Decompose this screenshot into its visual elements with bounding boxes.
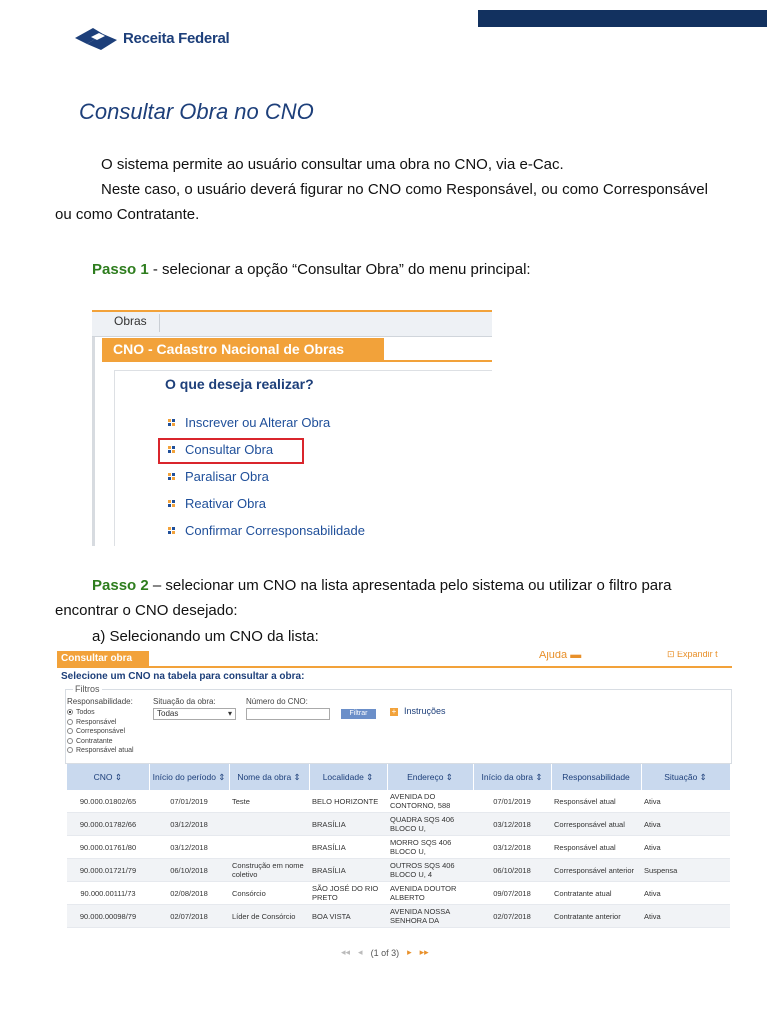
passo-2-line2: encontrar o CNO desejado: bbox=[55, 602, 238, 619]
cell-inicio-periodo: 02/07/2018 bbox=[149, 905, 229, 928]
obras-table bbox=[67, 764, 731, 928]
col-header-nome-obra[interactable]: Nome da obra ⇕ bbox=[229, 764, 309, 790]
cell-inicio-obra: 03/12/2018 bbox=[473, 836, 551, 859]
instrucoes-label: Instruções bbox=[404, 706, 446, 716]
chevron-down-icon: ▾ bbox=[227, 709, 232, 718]
bullet-icon bbox=[168, 473, 175, 480]
col-header-inicio-obra[interactable]: Início da obra ⇕ bbox=[473, 764, 551, 790]
cell-localidade: BRASÍLIA bbox=[309, 813, 387, 836]
radio-label: Contratante bbox=[76, 737, 113, 745]
passo-1-label: Passo 1 bbox=[92, 261, 149, 278]
cell-nome: Líder de Consórcio bbox=[229, 905, 309, 928]
cell-responsabilidade: Responsável atual bbox=[551, 790, 641, 813]
table-header-row bbox=[67, 764, 730, 790]
menu-item-inscrever[interactable] bbox=[168, 415, 330, 430]
cell-situacao: Ativa bbox=[641, 882, 730, 905]
cell-localidade: BELO HORIZONTE bbox=[309, 790, 387, 813]
cell-cno[interactable]: 90.000.00098/79 bbox=[67, 905, 149, 928]
col-header-inicio-periodo[interactable]: Início do período ⇕ bbox=[149, 764, 229, 790]
radio-todos[interactable] bbox=[67, 708, 134, 718]
col-header-situacao[interactable]: Situação ⇕ bbox=[641, 764, 730, 790]
question-heading: O que deseja realizar? bbox=[165, 376, 314, 392]
cell-inicio-obra: 02/07/2018 bbox=[473, 905, 551, 928]
cell-responsabilidade: Contratante anterior bbox=[551, 905, 641, 928]
cell-cno[interactable]: 90.000.01802/65 bbox=[67, 790, 149, 813]
numero-cno-input[interactable] bbox=[246, 708, 330, 720]
menu-item-label: Reativar Obra bbox=[185, 496, 266, 511]
consultar-obra-tab: Consultar obra bbox=[57, 651, 149, 666]
cell-inicio-periodo: 07/01/2019 bbox=[149, 790, 229, 813]
chat-icon: ▬ bbox=[570, 651, 582, 661]
paragraph-intro: O sistema permite ao usuário consultar uma obra no CNO, via e-Cac. bbox=[101, 156, 564, 173]
menu-item-label: Inscrever ou Alterar Obra bbox=[185, 415, 331, 430]
help-link[interactable] bbox=[539, 651, 581, 661]
col-header-endereco[interactable]: Endereço ⇕ bbox=[387, 764, 473, 790]
bullet-icon bbox=[168, 419, 175, 426]
passo-2-label: Passo 2 bbox=[92, 577, 149, 594]
first-page-icon[interactable]: ◂◂ bbox=[341, 947, 351, 957]
cell-inicio-periodo: 03/12/2018 bbox=[149, 836, 229, 859]
radio-label: Todos bbox=[76, 709, 95, 716]
situacao-label: Situação da obra: bbox=[153, 697, 216, 706]
table-row[interactable] bbox=[67, 905, 730, 928]
passo-2-text: – selecionar um CNO na lista apresentada pelo sistema ou utilizar o filtro para bbox=[148, 577, 672, 594]
cell-nome: Consórcio bbox=[229, 882, 309, 905]
expand-icon: ⊡ bbox=[667, 651, 678, 659]
cell-endereco: QUADRA SQS 406 BLOCO U, bbox=[387, 813, 473, 836]
screenshot-consultar-obra bbox=[57, 651, 732, 963]
cell-endereco: OUTROS SQS 406 BLOCO U, 4 bbox=[387, 859, 473, 882]
filtrar-button[interactable]: Filtrar bbox=[341, 709, 376, 719]
radio-corresponsavel[interactable] bbox=[67, 727, 134, 737]
cell-nome bbox=[229, 836, 309, 859]
cell-cno[interactable]: 90.000.01761/80 bbox=[67, 836, 149, 859]
cell-inicio-obra: 03/12/2018 bbox=[473, 813, 551, 836]
top-bar bbox=[478, 10, 767, 27]
radio-responsavel[interactable] bbox=[67, 718, 134, 728]
radio-label: Responsável bbox=[76, 718, 117, 726]
menu-item-reativar[interactable] bbox=[168, 496, 266, 511]
highlight-box bbox=[158, 438, 304, 464]
paragraph-case-line2: ou como Contratante. bbox=[55, 206, 200, 223]
radio-icon bbox=[67, 709, 73, 715]
menu-item-label: Consultar Obra bbox=[185, 442, 274, 457]
cell-cno[interactable]: 90.000.00111/73 bbox=[67, 882, 149, 905]
responsabilidade-radios bbox=[67, 708, 134, 756]
expand-label: Expandir t bbox=[677, 651, 718, 659]
bullet-icon bbox=[168, 527, 175, 534]
receita-logo bbox=[73, 24, 229, 52]
cell-endereco: AVENIDA DO CONTORNO, 588 bbox=[387, 790, 473, 813]
page-indicator: (1 of 3) bbox=[370, 947, 400, 958]
radio-icon bbox=[67, 719, 73, 725]
passo-1-text: - selecionar a opção “Consultar Obra” do menu principal: bbox=[148, 261, 531, 278]
radio-icon bbox=[67, 738, 73, 744]
last-page-icon[interactable]: ▸▸ bbox=[419, 947, 429, 957]
tab-underline bbox=[57, 666, 732, 668]
cno-header-tab: CNO - Cadastro Nacional de Obras bbox=[102, 338, 384, 360]
col-header-responsabilidade[interactable]: Responsabilidade bbox=[551, 764, 641, 790]
cell-localidade: BRASÍLIA bbox=[309, 859, 387, 882]
select-title: Selecione um CNO na tabela para consultar a obra: bbox=[61, 671, 305, 682]
plus-icon: + bbox=[391, 707, 397, 716]
prev-page-icon[interactable]: ◂ bbox=[358, 947, 363, 957]
receita-emblem-icon bbox=[73, 24, 119, 52]
next-page-icon[interactable]: ▸ bbox=[407, 947, 412, 957]
cell-inicio-obra: 09/07/2018 bbox=[473, 882, 551, 905]
table-row[interactable] bbox=[67, 813, 730, 836]
cell-responsabilidade: Corresponsável anterior bbox=[551, 859, 641, 882]
cell-situacao: Ativa bbox=[641, 836, 730, 859]
cell-inicio-obra: 06/10/2018 bbox=[473, 859, 551, 882]
expand-link[interactable] bbox=[667, 651, 718, 660]
cell-endereco: AVENIDA NOSSA SENHORA DA bbox=[387, 905, 473, 928]
situacao-select[interactable] bbox=[153, 708, 236, 720]
radio-icon bbox=[67, 747, 73, 753]
menu-item-paralisar[interactable] bbox=[168, 469, 269, 484]
cell-situacao: Ativa bbox=[641, 813, 730, 836]
cell-cno[interactable]: 90.000.01782/66 bbox=[67, 813, 149, 836]
responsabilidade-label: Responsabilidade: bbox=[67, 697, 133, 706]
header-underline bbox=[102, 360, 492, 362]
cell-localidade: BRASÍLIA bbox=[309, 836, 387, 859]
tab-obras[interactable]: Obras bbox=[98, 314, 160, 332]
passo-1-line bbox=[92, 257, 531, 282]
cell-inicio-periodo: 06/10/2018 bbox=[149, 859, 229, 882]
radio-label: Responsável atual bbox=[76, 747, 134, 754]
cell-inicio-periodo: 03/12/2018 bbox=[149, 813, 229, 836]
cell-localidade: BOA VISTA bbox=[309, 905, 387, 928]
screenshot-main-menu bbox=[92, 310, 492, 546]
passo-2-line bbox=[92, 573, 732, 598]
pagination bbox=[341, 947, 429, 958]
cell-nome bbox=[229, 813, 309, 836]
radio-responsavel-atual[interactable] bbox=[67, 746, 134, 756]
cell-endereco: AVENIDA DOUTOR ALBERTO bbox=[387, 882, 473, 905]
radio-contratante[interactable] bbox=[67, 737, 134, 747]
cell-nome: Construção em nome coletivo bbox=[229, 859, 309, 882]
cell-situacao: Ativa bbox=[641, 790, 730, 813]
numero-cno-label: Número do CNO: bbox=[246, 697, 308, 706]
table-row[interactable] bbox=[67, 859, 730, 882]
table-row[interactable] bbox=[67, 836, 730, 859]
cell-endereco: MORRO SQS 406 BLOCO U, bbox=[387, 836, 473, 859]
cell-nome: Teste bbox=[229, 790, 309, 813]
table-row[interactable] bbox=[67, 882, 730, 905]
cell-situacao: Ativa bbox=[641, 905, 730, 928]
cell-situacao: Suspensa bbox=[641, 859, 730, 882]
menu-item-confirmar[interactable] bbox=[168, 523, 365, 538]
screenshot-edge bbox=[92, 310, 95, 546]
item-a: a) Selecionando um CNO da lista: bbox=[92, 628, 319, 645]
col-header-cno[interactable]: CNO ⇕ bbox=[67, 764, 149, 790]
page-title: Consultar Obra no CNO bbox=[79, 99, 314, 124]
help-label: Ajuda bbox=[539, 651, 568, 661]
cell-inicio-obra: 07/01/2019 bbox=[473, 790, 551, 813]
cell-responsabilidade: Responsável atual bbox=[551, 836, 641, 859]
col-header-localidade[interactable]: Localidade ⇕ bbox=[309, 764, 387, 790]
instrucoes-link[interactable] bbox=[390, 706, 446, 716]
filters-legend: Filtros bbox=[75, 684, 100, 694]
situacao-value: Todas bbox=[157, 709, 179, 718]
menu-item-label: Confirmar Corresponsabilidade bbox=[185, 523, 365, 538]
table-row[interactable] bbox=[67, 790, 730, 813]
brand-name: Receita Federal bbox=[123, 29, 230, 47]
cell-inicio-periodo: 02/08/2018 bbox=[149, 882, 229, 905]
radio-icon bbox=[67, 728, 73, 734]
paragraph-case-line1: Neste caso, o usuário deverá figurar no CNO como Responsável, ou como Corresponsável bbox=[101, 181, 708, 198]
radio-label: Corresponsável bbox=[76, 728, 126, 735]
cell-responsabilidade: Corresponsável atual bbox=[551, 813, 641, 836]
bullet-icon bbox=[168, 500, 175, 507]
menu-item-label: Paralisar Obra bbox=[185, 469, 269, 484]
cell-responsabilidade: Contratante atual bbox=[551, 882, 641, 905]
cell-cno[interactable]: 90.000.01721/79 bbox=[67, 859, 149, 882]
cell-localidade: SÃO JOSÉ DO RIO PRETO bbox=[309, 882, 387, 905]
